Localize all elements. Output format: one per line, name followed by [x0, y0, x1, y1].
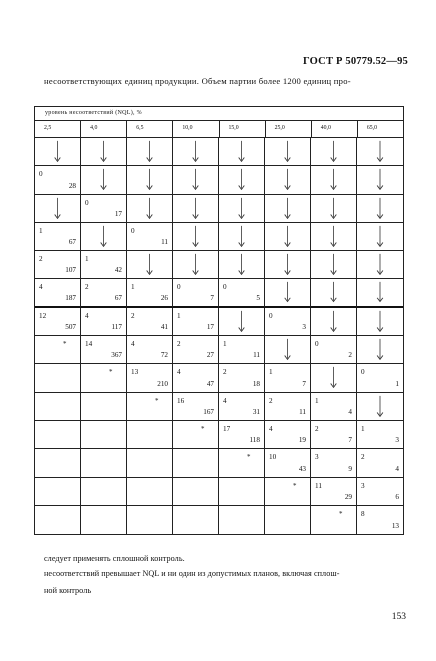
down-arrow-icon — [357, 251, 403, 278]
sample-size: 2 — [348, 351, 352, 360]
acceptance-number: 17 — [223, 424, 231, 433]
acceptance-number: 1 — [361, 424, 365, 433]
table-cell — [35, 393, 81, 421]
table-caption: уровень несоответствий (NQL), % — [35, 107, 403, 121]
down-arrow-icon — [265, 336, 310, 363]
table-cell — [357, 138, 403, 166]
table-cell — [219, 478, 265, 506]
table-cell — [81, 421, 127, 449]
table-cell — [35, 251, 81, 279]
acceptance-number: 2 — [315, 424, 319, 433]
down-arrow-icon — [265, 195, 310, 222]
down-arrow-icon — [357, 393, 403, 420]
table-cell — [265, 421, 311, 449]
table-cell — [311, 449, 357, 477]
acceptance-number: 0 — [315, 340, 319, 349]
table-cell — [311, 308, 357, 336]
table-cell — [127, 421, 173, 449]
down-arrow-icon — [219, 195, 264, 222]
asterisk-mark: * — [339, 509, 343, 518]
table-cell — [81, 166, 127, 194]
table-cell — [311, 478, 357, 506]
acceptance-number: 2 — [85, 283, 89, 292]
down-arrow-icon — [311, 308, 356, 335]
table-cell — [311, 195, 357, 223]
sample-size: 7 — [302, 379, 306, 388]
down-arrow-icon — [311, 138, 356, 165]
table-cell — [173, 223, 219, 251]
table-cell — [173, 336, 219, 364]
table-cell — [357, 195, 403, 223]
table-cell — [127, 138, 173, 166]
table-cell — [81, 393, 127, 421]
table-cell — [173, 364, 219, 392]
down-arrow-icon — [173, 138, 218, 165]
sample-size: 3 — [302, 323, 306, 332]
acceptance-number: 0 — [361, 368, 365, 377]
down-arrow-icon — [219, 308, 264, 335]
table-cell — [311, 336, 357, 364]
page-number: 153 — [391, 612, 406, 622]
acceptance-number: 16 — [177, 396, 185, 405]
sample-size: 67 — [114, 293, 122, 302]
column-header: 40,0 — [312, 121, 358, 137]
down-arrow-icon — [357, 195, 403, 222]
table-cell — [173, 166, 219, 194]
table-cell — [81, 449, 127, 477]
table-cell — [81, 223, 127, 251]
table-cell — [35, 364, 81, 392]
table-cell — [311, 393, 357, 421]
column-header: 6,5 — [127, 121, 173, 137]
table-body — [35, 138, 403, 534]
table-cell — [357, 279, 403, 307]
table-cell — [357, 421, 403, 449]
acceptance-number: 1 — [85, 255, 89, 264]
down-arrow-icon — [311, 223, 356, 250]
table-cell — [127, 478, 173, 506]
table-cell — [219, 506, 265, 534]
acceptance-number: 12 — [39, 311, 47, 320]
down-arrow-icon — [311, 279, 356, 305]
acceptance-number: 4 — [131, 340, 135, 349]
down-arrow-icon — [127, 251, 172, 278]
acceptance-number: 2 — [223, 368, 227, 377]
table-cell — [35, 449, 81, 477]
table-cell — [219, 251, 265, 279]
down-arrow-icon — [265, 223, 310, 250]
table-cell — [81, 336, 127, 364]
sample-size: 11 — [299, 407, 306, 416]
table-cell — [265, 308, 311, 336]
sample-size: 41 — [160, 323, 168, 332]
table-cell — [127, 279, 173, 307]
down-arrow-icon — [311, 166, 356, 193]
down-arrow-icon — [357, 166, 403, 193]
sample-size: 26 — [160, 293, 168, 302]
down-arrow-icon — [35, 138, 80, 165]
intro-text: несоответствующих единиц продукции. Объем партии более 1200 единиц про- — [44, 76, 351, 86]
column-header: 2,5 — [35, 121, 81, 137]
table-cell — [173, 251, 219, 279]
acceptance-number: 4 — [223, 396, 227, 405]
column-header: 4,0 — [81, 121, 127, 137]
sample-size: 18 — [252, 379, 260, 388]
sample-size: 507 — [65, 323, 76, 332]
table-cell — [81, 195, 127, 223]
down-arrow-icon — [265, 166, 310, 193]
sample-size: 167 — [203, 407, 214, 416]
table-cell — [311, 166, 357, 194]
table-cell — [311, 223, 357, 251]
acceptance-number: 2 — [269, 396, 273, 405]
table-cell — [127, 223, 173, 251]
down-arrow-icon — [311, 251, 356, 278]
down-arrow-icon — [81, 138, 126, 165]
table-cell — [173, 138, 219, 166]
table-cell — [357, 336, 403, 364]
table-cell — [127, 393, 173, 421]
table-cell — [265, 195, 311, 223]
down-arrow-icon — [127, 195, 172, 222]
down-arrow-icon — [311, 364, 356, 391]
asterisk-mark: * — [63, 340, 67, 349]
asterisk-mark: * — [247, 453, 251, 462]
down-arrow-icon — [173, 223, 218, 250]
table-cell — [173, 478, 219, 506]
down-arrow-icon — [219, 166, 264, 193]
acceptance-number: 2 — [177, 340, 181, 349]
table-cell — [35, 223, 81, 251]
sampling-plan-table — [34, 106, 404, 535]
sample-size: 72 — [160, 351, 168, 360]
table-cell — [265, 393, 311, 421]
table-cell — [219, 421, 265, 449]
table-cell — [81, 308, 127, 336]
acceptance-number: 0 — [131, 226, 135, 235]
down-arrow-icon — [219, 138, 264, 165]
sample-size: 9 — [348, 464, 352, 473]
sample-size: 19 — [298, 436, 306, 445]
table-cell — [265, 478, 311, 506]
sample-size: 17 — [114, 209, 122, 218]
sample-size: 11 — [253, 351, 260, 360]
table-cell — [219, 195, 265, 223]
down-arrow-icon — [81, 166, 126, 193]
table-cell — [81, 478, 127, 506]
table-cell — [357, 251, 403, 279]
table-cell — [35, 308, 81, 336]
acceptance-number: 1 — [39, 226, 43, 235]
sample-size: 29 — [344, 492, 352, 501]
table-cell — [357, 166, 403, 194]
table-cell — [173, 279, 219, 307]
sample-size: 6 — [395, 492, 399, 501]
sample-size: 210 — [157, 379, 168, 388]
down-arrow-icon — [265, 279, 310, 305]
acceptance-number: 11 — [315, 481, 322, 490]
down-arrow-icon — [219, 223, 264, 250]
table-cell — [127, 336, 173, 364]
sample-size: 7 — [348, 436, 352, 445]
table-cell — [81, 279, 127, 307]
table-cell — [35, 279, 81, 307]
acceptance-number: 4 — [177, 368, 181, 377]
sample-size: 7 — [210, 293, 214, 302]
table-cell — [127, 364, 173, 392]
acceptance-number: 0 — [269, 311, 273, 320]
table-cell — [35, 506, 81, 534]
table-cell — [265, 279, 311, 307]
table-cell — [219, 336, 265, 364]
table-cell — [219, 138, 265, 166]
acceptance-number: 0 — [177, 283, 181, 292]
table-cell — [311, 506, 357, 534]
table-cell — [357, 449, 403, 477]
sample-size: 31 — [252, 407, 260, 416]
sample-size: 118 — [249, 436, 260, 445]
table-cell — [311, 251, 357, 279]
acceptance-number: 2 — [131, 311, 135, 320]
table-cell — [173, 421, 219, 449]
down-arrow-icon — [219, 251, 264, 278]
sample-size: 11 — [161, 238, 168, 247]
table-cell — [265, 336, 311, 364]
down-arrow-icon — [127, 166, 172, 193]
table-cell — [173, 506, 219, 534]
down-arrow-icon — [357, 336, 403, 363]
table-cell — [311, 279, 357, 307]
down-arrow-icon — [357, 279, 403, 305]
sample-size: 1 — [395, 379, 399, 388]
asterisk-mark: * — [109, 368, 113, 377]
footnote-line-3: ной контроль — [44, 586, 92, 595]
table-cell — [81, 138, 127, 166]
table-cell — [311, 138, 357, 166]
down-arrow-icon — [265, 251, 310, 278]
acceptance-number: 3 — [361, 481, 365, 490]
table-cell — [127, 506, 173, 534]
column-header: 15,0 — [220, 121, 266, 137]
column-header: 25,0 — [266, 121, 312, 137]
sample-size: 43 — [298, 464, 306, 473]
down-arrow-icon — [81, 223, 126, 250]
sample-size: 42 — [114, 266, 122, 275]
acceptance-number: 13 — [131, 368, 139, 377]
table-cell — [265, 138, 311, 166]
acceptance-number: 4 — [85, 311, 89, 320]
table-cell — [357, 393, 403, 421]
table-cell — [357, 308, 403, 336]
acceptance-number: 0 — [223, 283, 227, 292]
column-header: 10,0 — [173, 121, 219, 137]
down-arrow-icon — [265, 138, 310, 165]
table-cell — [265, 251, 311, 279]
sample-size: 4 — [395, 464, 399, 473]
down-arrow-icon — [311, 195, 356, 222]
sample-size: 3 — [395, 436, 399, 445]
table-cell — [173, 195, 219, 223]
sample-size: 107 — [65, 266, 76, 275]
table-cell — [219, 449, 265, 477]
down-arrow-icon — [173, 166, 218, 193]
asterisk-mark: * — [155, 396, 159, 405]
table-cell — [81, 506, 127, 534]
down-arrow-icon — [35, 195, 80, 222]
table-cell — [35, 195, 81, 223]
table-cell — [127, 449, 173, 477]
sample-size: 13 — [391, 522, 399, 531]
table-cell — [265, 364, 311, 392]
table-cell — [219, 364, 265, 392]
acceptance-number: 1 — [177, 311, 181, 320]
acceptance-number: 0 — [85, 198, 89, 207]
table-cell — [173, 449, 219, 477]
table-cell — [173, 308, 219, 336]
acceptance-number: 10 — [269, 453, 277, 462]
table-cell — [35, 421, 81, 449]
down-arrow-icon — [127, 138, 172, 165]
acceptance-number: 3 — [315, 453, 319, 462]
sample-size: 5 — [256, 293, 260, 302]
table-cell — [265, 223, 311, 251]
table-cell — [127, 308, 173, 336]
sample-size: 367 — [111, 351, 122, 360]
table-cell — [265, 506, 311, 534]
acceptance-number: 1 — [131, 283, 135, 292]
sample-size: 117 — [111, 323, 122, 332]
table-cell — [35, 478, 81, 506]
table-cell — [265, 449, 311, 477]
acceptance-number: 4 — [269, 424, 273, 433]
down-arrow-icon — [173, 195, 218, 222]
table-cell — [127, 251, 173, 279]
acceptance-number: 1 — [223, 340, 227, 349]
table-cell — [173, 393, 219, 421]
acceptance-number: 1 — [269, 368, 273, 377]
table-cell — [219, 223, 265, 251]
table-cell — [265, 166, 311, 194]
table-cell — [35, 138, 81, 166]
table-cell — [357, 223, 403, 251]
asterisk-mark: * — [201, 424, 205, 433]
table-cell — [127, 166, 173, 194]
sample-size: 27 — [206, 351, 214, 360]
acceptance-number: 14 — [85, 340, 93, 349]
table-cell — [311, 364, 357, 392]
table-cell — [219, 166, 265, 194]
sample-size: 47 — [206, 379, 214, 388]
table-cell — [127, 195, 173, 223]
sample-size: 67 — [68, 238, 76, 247]
table-cell — [357, 506, 403, 534]
asterisk-mark: * — [293, 481, 297, 490]
acceptance-number: 4 — [39, 283, 43, 292]
table-cell — [357, 478, 403, 506]
footnote-line-1: следует применять сплошной контроль. — [44, 554, 185, 563]
document-code: ГОСТ Р 50779.52—95 — [303, 56, 408, 67]
table-cell — [219, 308, 265, 336]
acceptance-number: 2 — [361, 453, 365, 462]
down-arrow-icon — [357, 138, 403, 165]
down-arrow-icon — [173, 251, 218, 278]
down-arrow-icon — [357, 308, 403, 335]
down-arrow-icon — [357, 223, 403, 250]
footnote-line-2: несоответствий превышает NQL и ни один из допустимых планов, включая сплош- — [44, 569, 340, 578]
sample-size: 4 — [348, 407, 352, 416]
sample-size: 28 — [68, 181, 76, 190]
table-cell — [311, 421, 357, 449]
acceptance-number: 2 — [39, 255, 43, 264]
acceptance-number: 0 — [39, 170, 43, 179]
table-cell — [81, 364, 127, 392]
table-cell — [35, 336, 81, 364]
table-cell — [81, 251, 127, 279]
table-cell — [357, 364, 403, 392]
column-header: 65,0 — [366, 125, 378, 131]
table-cell — [219, 393, 265, 421]
acceptance-number: 1 — [315, 396, 319, 405]
table-cell — [219, 279, 265, 307]
table-cell — [35, 166, 81, 194]
column-header-row — [35, 121, 403, 138]
acceptance-number: 8 — [361, 509, 365, 518]
sample-size: 17 — [206, 323, 214, 332]
sample-size: 187 — [65, 293, 76, 302]
